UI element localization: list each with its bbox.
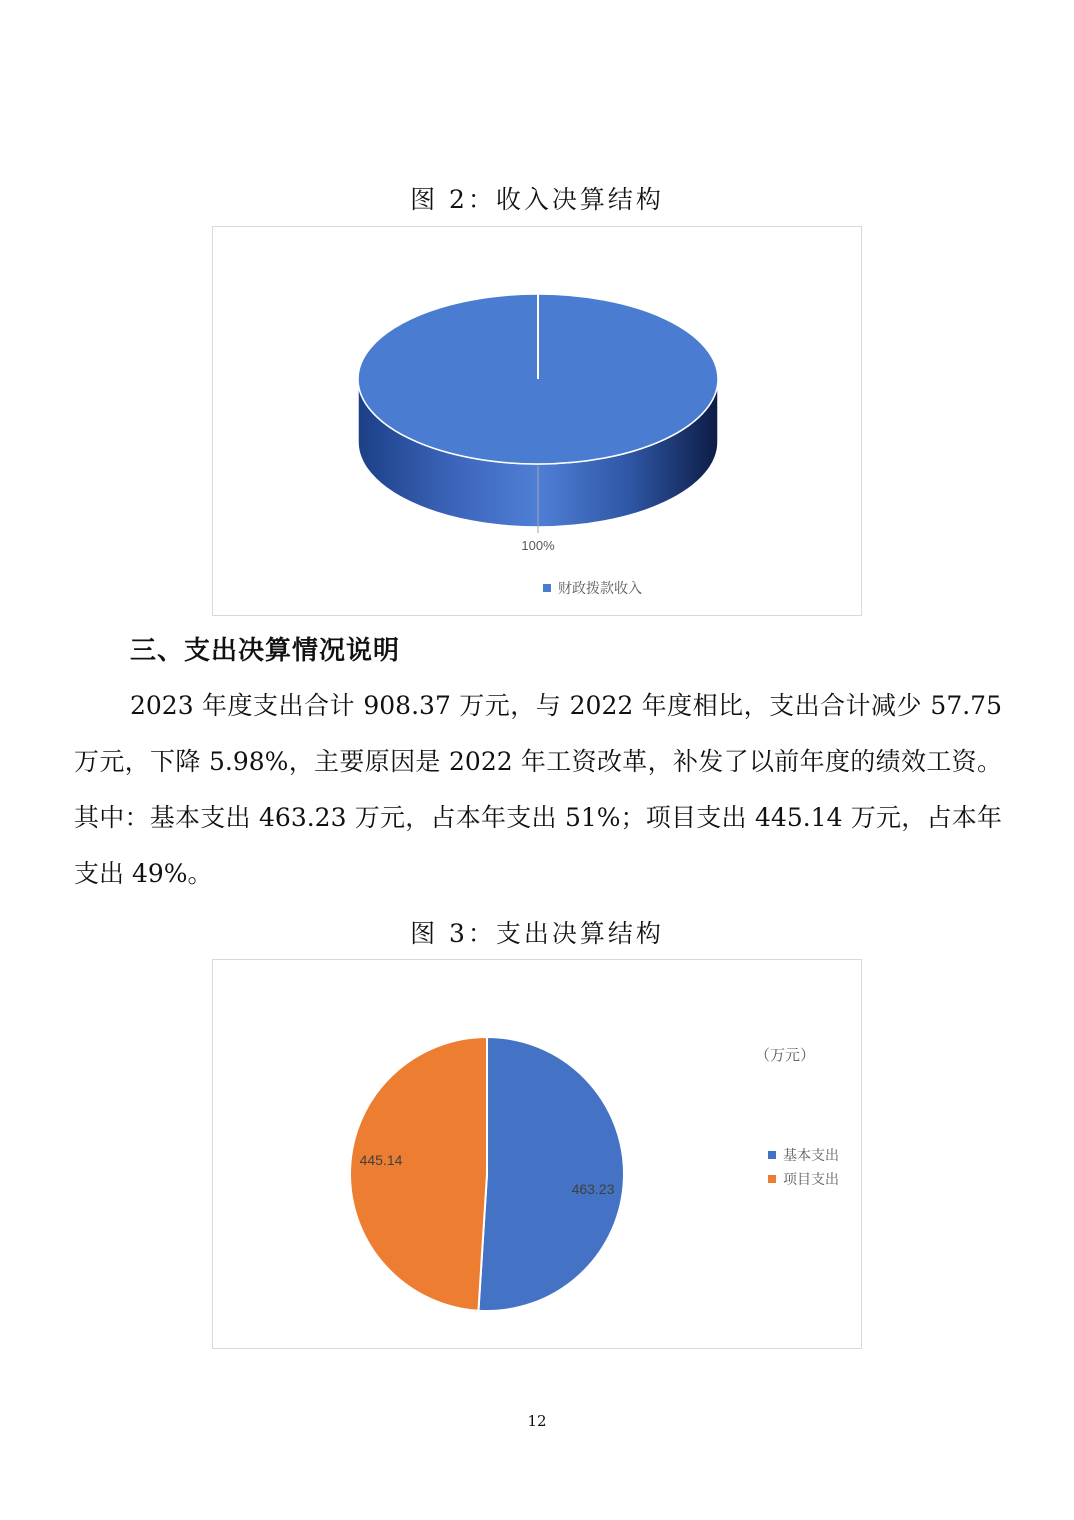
expenditure-chart	[212, 959, 862, 1349]
legend-item	[543, 576, 642, 600]
legend-item	[768, 1143, 839, 1167]
pie-slice-基本支出	[478, 1037, 624, 1311]
page-number: 12	[527, 1412, 547, 1430]
unit-label: （万元）	[755, 1046, 816, 1064]
income-data-label: 100%	[521, 538, 555, 553]
expenditure-paragraph	[74, 678, 1002, 902]
figure3-caption: 图 3：支出决算结构	[410, 919, 664, 948]
legend-label: 基本支出	[783, 1148, 839, 1164]
legend-item	[768, 1167, 839, 1191]
data-label-项目支出: 445.14	[359, 1152, 403, 1168]
pie-slice-项目支出	[350, 1037, 487, 1311]
expenditure-legend	[768, 1143, 839, 1191]
paragraph-text: 2023 年度支出合计 908.37 万元，与 2022 年度相比，支出合计减少 57.75 万元，下降 5.98%，主要原因是 2022 年工资改革，补发了以前年度的绩效工资。其中：基本支出 463.23 万元，占本年支出 51%；项目支出 445.14 万元，占本年支出 49%。	[74, 691, 1002, 888]
data-label-基本支出: 463.23	[571, 1181, 615, 1197]
income-legend	[543, 576, 642, 600]
income-pie-svg	[213, 227, 863, 617]
expenditure-pie-svg	[213, 960, 863, 1350]
legend-swatch	[543, 584, 551, 592]
income-pie-3d	[358, 294, 718, 533]
income-chart	[212, 226, 862, 616]
legend-label: 项目支出	[783, 1172, 839, 1188]
legend-label: 财政拨款收入	[558, 581, 642, 597]
expenditure-pie	[350, 1037, 624, 1311]
figure2-caption: 图 2：收入决算结构	[410, 185, 664, 214]
section-heading: 三、支出决算情况说明	[130, 636, 401, 666]
legend-swatch	[768, 1151, 776, 1159]
legend-swatch	[768, 1175, 776, 1183]
